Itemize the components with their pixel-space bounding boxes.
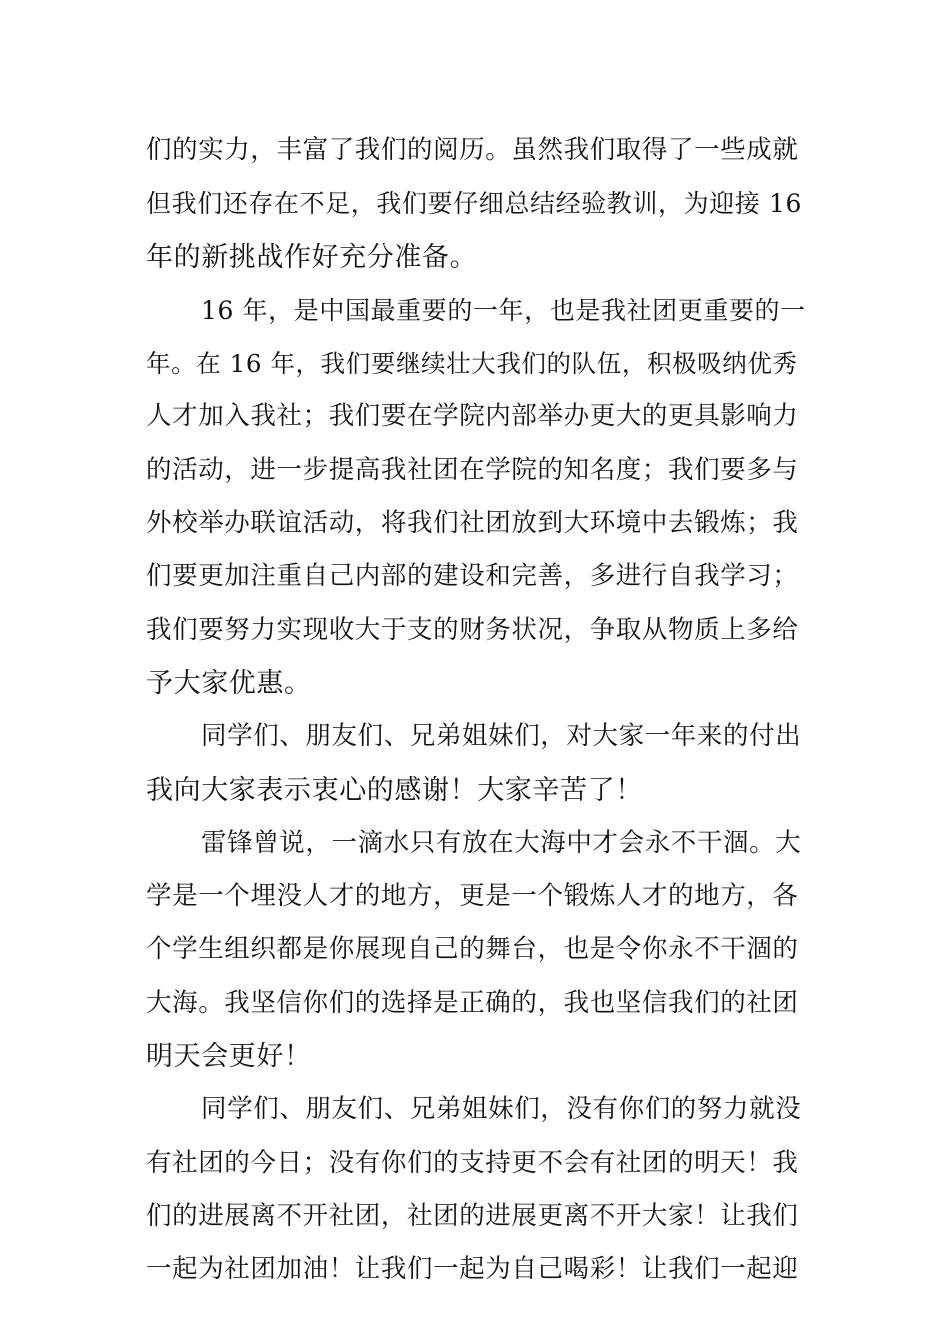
paragraph-first-line: 雷锋曾说，一滴水只有放在大海中才会永不干涸。大	[201, 827, 802, 858]
text-line: 外校举办联谊活动，将我们社团放到大环境中去锻炼；我	[146, 508, 799, 539]
text-line: 我们要努力实现收大于支的财务状况，争取从物质上多给	[146, 614, 799, 645]
paragraph-first-line: 同学们、朋友们、兄弟姐妹们，没有你们的努力就没	[201, 1094, 802, 1125]
text-line: 们要更加注重自己内部的建设和完善，多进行自我学习；	[146, 561, 799, 592]
text-line: 年。在 16 年，我们要继续壮大我们的队伍，积极吸纳优秀	[146, 349, 798, 379]
text-line: 一起为社团加油！让我们一起为自己喝彩！让我们一起迎	[146, 1254, 799, 1285]
text-line: 们的实力，丰富了我们的阅历。虽然我们取得了一些成就	[146, 135, 799, 165]
text-line: 大海。我坚信你们的选择是正确的，我也坚信我们的社团	[146, 987, 799, 1018]
document-body	[146, 124, 806, 1297]
text-line: 我向大家表示衷心的感谢！大家辛苦了！	[146, 774, 643, 806]
text-line: 年的新挑战作好充分准备。	[146, 241, 478, 273]
text-line: 们的进展离不开社团，社团的进展更离不开大家！让我们	[146, 1200, 799, 1231]
text-line: 人才加入我社；我们要在学院内部举办更大的更具影响力	[146, 401, 799, 432]
text-line: 但我们还存在不足，我们要仔细总结经验教训，为迎接 16	[146, 189, 802, 219]
text-line: 的活动，进一步提高我社团在学院的知名度；我们要多与	[146, 454, 799, 485]
text-line: 予大家优惠。	[146, 667, 312, 699]
text-line: 学是一个埋没人才的地方，更是一个锻炼人才的地方，各	[146, 881, 799, 912]
text-line: 明天会更好！	[146, 1041, 312, 1073]
paragraph-first-line: 16 年，是中国最重要的一年，也是我社团更重要的一	[201, 295, 806, 325]
text-line: 个学生组织都是你展现自己的舞台，也是令你永不干涸的	[146, 934, 799, 965]
text-line: 有社团的今日；没有你们的支持更不会有社团的明天！我	[146, 1147, 799, 1178]
paragraph-first-line: 同学们、朋友们、兄弟姐妹们，对大家一年来的付出	[201, 721, 802, 752]
